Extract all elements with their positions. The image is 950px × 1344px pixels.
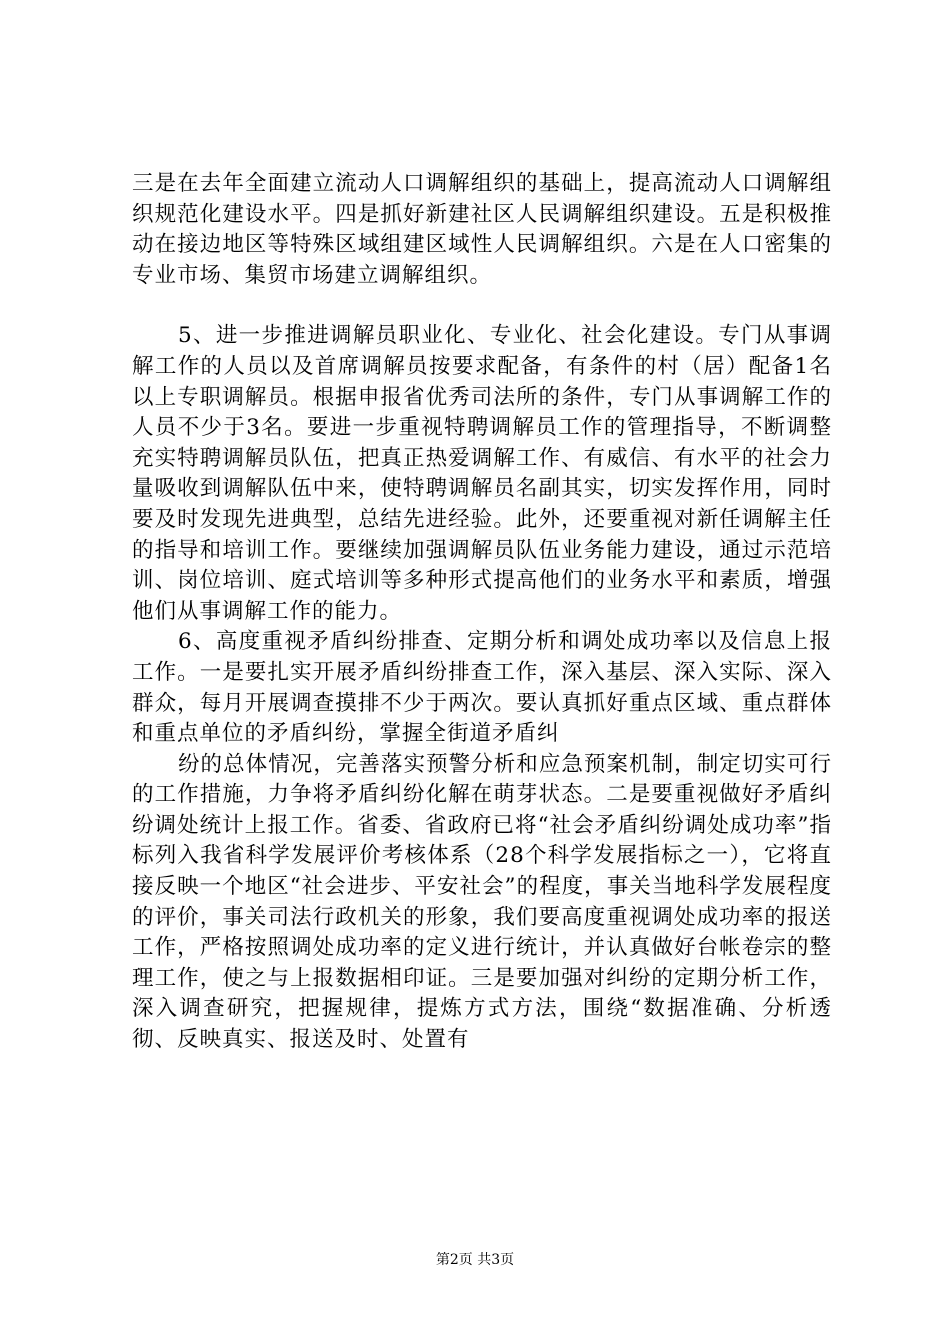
page-number-footer: 第2页 共3页 [435, 1252, 515, 1268]
paragraph-organization: 三是在去年全面建立流动人口调解组织的基础上，提高流动人口调解组织规范化建设水平。四是抓好新建社区人民调解组织建设。五是积极推动在接边地区等特殊区域组建区域性人民调解组织。六是在人口密集的专业市场、集贸市场建立调解组织。 [132, 171, 832, 288]
document-body [132, 169, 832, 1056]
paragraph-item-5: 5、进一步推进调解员职业化、专业化、社会化建设。专门从事调解工作的人员以及首席调解员按要求配备，有条件的村（居）配备1名以上专职调解员。根据申报省优秀司法所的条件，专门从事调解工作的人员不少于3名。要进一步重视特聘调解员工作的管理指导，不断调整充实特聘调解员队伍，把真正热爱调解工作、有威信、有水平的社会力量吸收到调解队伍中来，使特聘调解员名副其实，切实发挥作用，同时要及时发现先进典型，总结先进经验。此外，还要重视对新任调解主任的指导和培训工作。要继续加强调解员队伍业务能力建设，通过示范培训、岗位培训、庭式培训等多种形式提高他们的业务水平和素质，增强他们从事调解工作的能力。 [132, 323, 832, 624]
paragraph-continuation: 纷的总体情况，完善落实预警分析和应急预案机制，制定切实可行的工作措施，力争将矛盾纠纷化解在萌芽状态。二是要重视做好矛盾纠纷调处统计上报工作。省委、省政府已将“社会矛盾纠纷调处成功率”指标列入我省科学发展评价考核体系（28个科学发展指标之一），它将直接反映一个地区“社会进步、平安社会”的程度，事关当地科学发展程度的评价，事关司法行政机关的形象，我们要高度重视调处成功率的报送工作，严格按照调处成功率的定义进行统计，并认真做好台帐卷宗的整理工作，使之与上报数据相印证。三是要加强对纠纷的定期分析工作，深入调查研究，把握规律，提炼方式方法，围绕“数据准确、分析透彻、反映真实、报送及时、处置有 [132, 751, 832, 1053]
paragraph-item-6: 6、高度重视矛盾纠纷排查、定期分析和调处成功率以及信息上报工作。一是要扎实开展矛盾纠纷排查工作，深入基层、深入实际、深入群众，每月开展调查摸排不少于两次。要认真抓好重点区域、重点群体和重点单位的矛盾纠纷，掌握全街道矛盾纠 [132, 629, 832, 747]
